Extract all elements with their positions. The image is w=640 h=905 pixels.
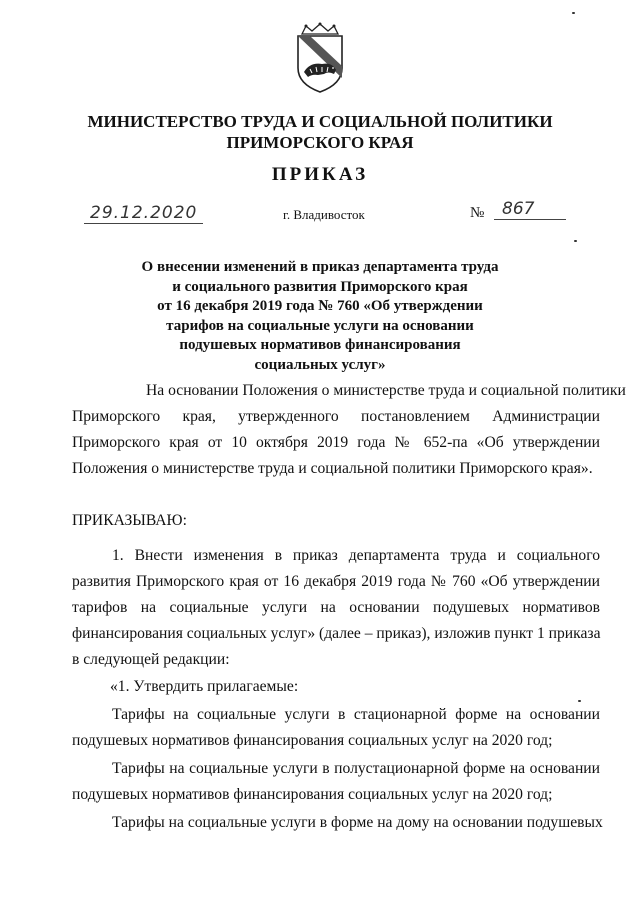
basis-paragraph: [72, 378, 626, 482]
order-date: 29.12.2020: [84, 203, 203, 224]
order-number-label: №: [470, 205, 485, 221]
subject-line: подушевых нормативов финансирования: [179, 337, 461, 354]
tariff-stationary-paragraph: [72, 702, 600, 754]
tariff-line: Тарифы на социальные услуги в форме на дому на основании подушевых: [112, 814, 603, 831]
primorsky-coat-of-arms-emblem: [288, 22, 352, 94]
item-1-line: в следующей редакции:: [72, 651, 230, 668]
order-number: 867: [494, 199, 566, 220]
subject-line: и социального развития Приморского края: [172, 278, 468, 295]
subject-line: тарифов на социальные услуги на основании: [166, 317, 474, 334]
tariff-line: подушевых нормативов финансирования социальных услуг на 2020 год;: [72, 786, 553, 803]
item-1-line: финансирования социальных услуг» (далее – приказ), изложив пункт 1 приказа: [72, 625, 601, 642]
approve-line: «1. Утвердить прилагаемые:: [110, 678, 299, 695]
basis-line: Приморского края, утвержденного постановлением Администрации: [72, 408, 600, 425]
basis-line: На основании Положения о министерстве труда и социальной политики: [146, 382, 626, 399]
scan-speck: [572, 12, 575, 14]
tariff-home-paragraph: [72, 810, 603, 836]
tariff-line: подушевых нормативов финансирования социальных услуг на 2020 год;: [72, 732, 553, 749]
document-type-title: ПРИКАЗ: [271, 164, 369, 185]
item-1-paragraph: [72, 543, 600, 673]
city: г. Владивосток: [283, 207, 365, 222]
subject-line: О внесении изменений в приказ департамента труда: [141, 259, 499, 275]
scan-speck: [578, 700, 581, 702]
item-1-line: тарифов на социальные услуги на основании подушевых нормативов: [72, 599, 600, 616]
subject-line: социальных услуг»: [254, 356, 386, 373]
ministry-name-line2: ПРИМОРСКОГО КРАЯ: [226, 133, 414, 152]
tariff-line: Тарифы на социальные услуги в стационарной форме на основании: [112, 706, 600, 723]
order-directive: ПРИКАЗЫВАЮ:: [72, 512, 187, 529]
ministry-name-line1: МИНИСТЕРСТВО ТРУДА И СОЦИАЛЬНОЙ ПОЛИТИКИ: [87, 112, 553, 131]
scan-speck: [574, 240, 577, 242]
tariff-line: Тарифы на социальные услуги в полустационарной форме на основании: [112, 760, 600, 777]
tariff-semistationary-paragraph: [72, 756, 600, 808]
basis-line: Положения о министерстве труда и социальной политики Приморского края».: [72, 460, 593, 477]
item-1-line: развития Приморского края от 16 декабря 2019 года № 760 «Об утверждении: [72, 573, 600, 590]
basis-line: Приморского края от 10 октября 2019 года № 652-па «Об утверждении: [72, 434, 600, 451]
subject-line: от 16 декабря 2019 года № 760 «Об утверждении: [157, 298, 483, 315]
item-1-line: 1. Внести изменения в приказ департамента труда и социального: [112, 547, 600, 564]
order-subject: [0, 258, 640, 376]
